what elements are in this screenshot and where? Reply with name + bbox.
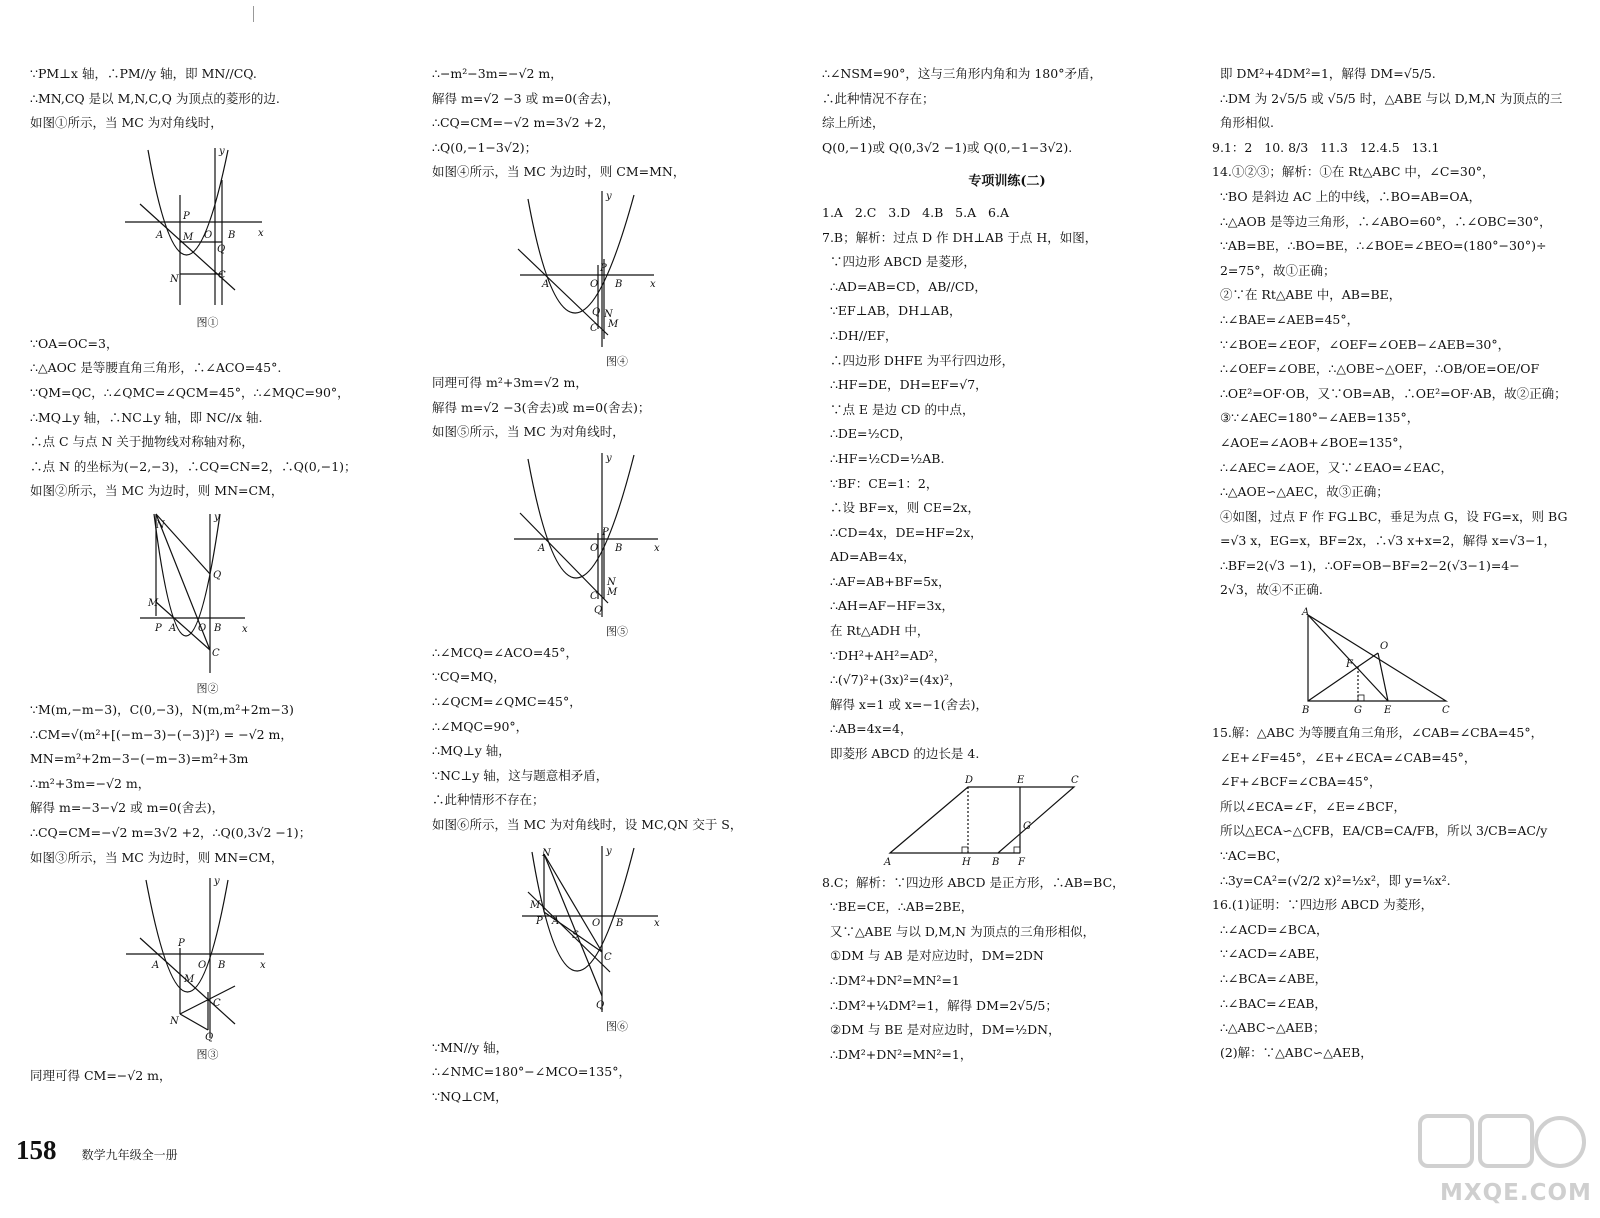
label-O: O [1380,641,1389,653]
text-line: ∴∠NSM=90°，这与三角形内角和为 180°矛盾， [822,66,1102,81]
label-M: M [608,318,619,330]
text-line: ∵NQ⊥CM， [432,1088,508,1104]
text-line: ∴∠OEF=∠OBE，∴△OBE∽△OEF，∴OB/OE=OE/OF [1212,361,1540,377]
figure-caption: 图⑤ [606,624,628,638]
text-line: ∵OA=OC=3， [30,335,119,351]
label-A: A [156,229,164,241]
label-C: C [1442,705,1450,717]
text-line: ∴DM²+DN²=MN²=1 [822,973,960,988]
text-line: ∴△ABC∽△AEB； [1212,1020,1326,1036]
label-A: A [152,960,160,972]
label-C: C [218,269,226,281]
text-line: 9.1：2 10. 8/3 11.3 12.4.5 13.1 [1212,139,1440,155]
text-line: ∴△AOE∽△AEC，故③正确； [1212,484,1389,500]
label-x: x [650,278,656,290]
figure-3 [30,874,385,1042]
text-line: ∵M(m,−m−3)，C(0,−3)，N(m,m²+2m−3) [30,701,294,717]
text-line: ∵CQ=MQ， [432,669,506,685]
label-N: N [170,1016,179,1028]
label-x: x [242,623,248,635]
text-line: ∴DE=½CD， [822,426,912,442]
figure-5 [432,449,802,619]
text-line: ∴此种情形不存在； [432,792,545,808]
column-3 [822,62,1192,1067]
text-line: ∴点 C 与点 N 关于抛物线对称轴对称， [30,434,254,450]
text-line: ∵PM⊥x 轴，∴PM//y 轴，即 MN//CQ. [30,66,257,81]
text-line: 如图⑥所示，当 MC 为对角线时，设 MC,QN 交于 S， [432,816,743,832]
text-line: ∴∠BAE=∠AEB=45°， [1212,311,1360,327]
label-H: H [962,856,971,867]
text-line: ∴设 BF=x，则 CE=2x， [822,500,980,516]
text-line: ∴CD=4x，DE=HF=2x， [822,524,983,540]
text-line: 解得 m=√2 −3 或 m=0(舍去)， [432,90,620,106]
column-4 [1212,62,1582,1065]
text-line: ∴∠NMC=180°−∠MCO=135°， [432,1064,631,1080]
label-Q: Q [217,243,226,255]
label-O: O [590,278,599,290]
label-A: A [552,915,560,927]
text-line: ∴Q(0,−1−3√2)； [432,139,538,155]
text-line: ∠E+∠F=45°，∠E+∠ECA=∠CAB=45°， [1212,749,1477,765]
text-line: ∵BF：CE=1：2， [822,475,939,491]
text-line: ∴∠BAC=∠EAB， [1212,995,1327,1011]
label-B: B [992,856,1000,867]
text-line: 同理可得 m²+3m=√2 m， [432,374,588,390]
text-line: ∴△AOB 是等边三角形，∴∠ABO=60°，∴∠OBC=30°， [1212,213,1552,229]
text-line: 如图⑤所示，当 MC 为对角线时， [432,424,625,440]
label-C: C [604,951,612,963]
text-line: ③∵∠AEC=180°−∠AEB=135°， [1212,410,1420,426]
text-line: ∵BO 是斜边 AC 上的中线，∴BO=AB=OA， [1212,188,1482,204]
text-line: ∴此种情况不存在； [822,90,935,106]
label-N: N [542,847,551,859]
text-line: ∴DM²+¼DM²=1，解得 DM=2√5/5； [822,997,1058,1013]
text-line: ∵NC⊥y 轴，这与题意相矛盾， [432,767,609,783]
text-line: 所以△ECA∽△CFB，EA/CB=CA/FB，所以 3/CB=AC/y [1212,823,1548,839]
label-B: B [228,229,236,241]
label-B: B [218,960,226,972]
text-line: Q(0,−1)或 Q(0,3√2 −1)或 Q(0,−1−3√2). [822,139,1073,155]
figure-caption: 图⑥ [606,1019,628,1033]
text-line: ∴MQ⊥y 轴，∴NC⊥y 轴，即 NC//x 轴. [30,409,263,425]
label-O: O [198,960,207,972]
label-P: P [600,262,607,274]
label-N: N [170,273,179,285]
label-M: M [607,586,618,598]
column-1 [30,62,385,1089]
text-line: AD=AB=4x， [822,549,916,565]
text-line: ∴CQ=CM=−√2 m=3√2 +2，∴Q(0,3√2 −1)； [30,824,312,840]
text-line: ∴DM 为 2√5/5 或 √5/5 时，△ABE 与以 D,M,N 为顶点的三 [1212,90,1563,106]
label-y: y [214,876,220,888]
page-footer [16,1135,178,1166]
text-line: ∴∠ACD=∠BCA， [1212,921,1329,937]
book-title: 数学九年级全一册 [81,1148,178,1162]
text-line: 如图④所示，当 MC 为边时，则 CM=MN， [432,164,686,180]
text-line: 角形相似. [1212,115,1274,131]
page-number: 158 [16,1135,57,1165]
text-line: ∵AB=BE，∴BO=BE，∴∠BOE=∠BEO=(180°−30°)÷ [1212,238,1547,254]
label-N: N [156,519,165,531]
label-A: A [1302,607,1310,619]
label-B: B [1302,705,1310,717]
text-line: ∴∠MCQ=∠ACO=45°， [432,644,578,660]
label-G: G [1354,705,1362,717]
label-A: A [538,542,546,554]
text-line: 1.A 2.C 3.D 4.B 5.A 6.A [822,204,1010,220]
label-P: P [178,938,185,950]
figure-1 [30,140,385,310]
text-line: ∵DH²+AH²=AD²， [822,647,947,663]
text-line: 解得 m=−3−√2 或 m=0(舍去)， [30,800,225,816]
text-line: ∵∠ACD=∠ABE， [1212,946,1328,962]
label-P: P [155,622,162,634]
text-line: 8.C；解析：∵四边形 ABCD 是正方形，∴AB=BC， [822,874,1125,890]
triangle-figure [1212,607,1582,717]
figure-caption: 图② [196,681,219,695]
text-line: ∴∠QCM=∠QMC=45°， [432,693,582,709]
text-line: ∴MN,CQ 是以 M,N,C,Q 为顶点的菱形的边. [30,90,280,106]
text-line: (2)解：∵△ABC∽△AEB， [1212,1044,1373,1060]
label-A: A [884,856,892,867]
text-line: 7.B；解析：过点 D 作 DH⊥AB 于点 H，如图， [822,229,1098,245]
text-line: ∠AOE=∠AOB+∠BOE=135°， [1212,434,1412,450]
text-line: ∵∠BOE=∠EOF，∠OEF=∠OEB−∠AEB=30°， [1212,336,1511,352]
label-B: B [214,622,222,634]
text-line: ∴m²+3m=−√2 m， [30,775,151,791]
label-D: D [965,774,974,786]
label-B: B [615,278,623,290]
text-line: 即 DM²+4DM²=1，解得 DM=√5/5. [1212,66,1436,81]
text-line: 如图③所示，当 MC 为边时，则 MN=CM， [30,849,284,865]
label-x: x [258,227,264,239]
column-2 [432,62,802,1109]
text-line: MN=m²+2m−3−(−m−3)=m²+3m [30,751,249,767]
label-Q: Q [594,604,603,616]
text-line: 又∵△ABE 与以 D,M,N 为顶点的三角形相似， [822,923,1096,939]
text-line: 在 Rt△ADH 中， [822,623,930,639]
text-line: ∴−m²−3m=−√2 m， [432,66,563,81]
text-line: ∴3y=CA²=(√2/2 x)²=½x²，即 y=⅙x². [1212,872,1451,888]
text-line: ∴AD=AB=CD，AB//CD， [822,278,987,294]
text-line: ∠F+∠BCF=∠CBA=45°， [1212,774,1382,790]
text-line: ①DM 与 AB 是对应边时，DM=2DN [822,948,1044,964]
text-line: ②DM 与 BE 是对应边时，DM=½DN， [822,1022,1061,1038]
text-line: ∴∠BCA=∠ABE， [1212,971,1328,986]
text-line: ∴四边形 DHFE 为平行四边形， [822,352,1015,368]
text-line: ∵BE=CE，∴AB=2BE， [822,899,974,915]
text-line: ∴AH=AF−HF=3x， [822,598,955,614]
text-line: ∴∠MQC=90°， [432,718,529,734]
label-G: G [1023,820,1031,832]
label-P: P [602,526,609,538]
label-x: x [654,542,660,554]
label-Q: Q [596,999,605,1011]
label-C: C [1071,774,1079,786]
text-line: 解得 x=1 或 x=−1(舍去)， [822,696,989,712]
label-M: M [184,974,195,986]
label-M: M [183,231,194,243]
label-P: P [183,210,190,222]
text-line: ∵点 E 是边 CD 的中点， [822,401,975,417]
text-line: ∴∠AEC=∠AOE，又∵∠EAO=∠EAC， [1212,459,1453,475]
text-line: ∴HF=½CD=½AB. [822,450,945,466]
label-E: E [1017,774,1025,786]
text-line: ∴DH//EF， [822,327,898,343]
text-line: ∴AF=AB+BF=5x， [822,573,951,589]
section-heading: 专项训练(二) [968,174,1046,190]
figure-caption: 图① [196,315,219,329]
text-line: =√3 x，EG=x，BF=2x，∴√3 x+x=2，解得 x=√3−1， [1212,533,1557,549]
text-line: ②∵在 Rt△ABE 中，AB=BE， [1212,287,1402,303]
label-B: B [616,917,624,929]
figure-caption: 图④ [606,354,628,368]
figure-caption: 图③ [196,1048,219,1062]
text-line: 综上所述， [822,115,885,131]
figure-6 [432,842,802,1014]
label-Q: Q [213,569,222,581]
text-line: ∴CM=√(m²+[(−m−3)−(−3)]²) = −√2 m， [30,726,293,742]
label-C: C [590,322,598,334]
label-Q: Q [205,1032,214,1043]
text-line: 解得 m=√2 −3(舍去)或 m=0(舍去)； [432,399,651,415]
label-F: F [1018,856,1025,867]
text-line: ∵MN//y 轴， [432,1039,509,1055]
label-M: M [530,899,541,911]
text-line: 16.(1)证明：∵四边形 ABCD 为菱形， [1212,897,1434,913]
label-C: C [212,647,220,659]
label-Q: Q [592,306,601,318]
label-O: O [198,622,207,634]
text-line: 2=75°，故①正确； [1212,262,1336,278]
text-line: ∵四边形 ABCD 是菱形， [822,254,976,270]
label-N: N [604,308,613,320]
label-F: F [1346,659,1353,671]
text-line: ∴(√7)²+(3x)²=(4x)²， [822,672,962,688]
text-line: ∴BF=2(√3 −1)，∴OF=OB−BF=2−2(√3−1)=4− [1212,557,1520,573]
label-y: y [606,845,612,857]
label-A: A [169,622,177,634]
label-O: O [590,542,599,554]
label-E: E [1384,705,1392,717]
label-S: S [572,929,579,941]
label-y: y [606,452,612,464]
text-line: 14.①②③；解析：①在 Rt△ABC 中，∠C=30°， [1212,164,1495,180]
text-line: ∵AC=BC， [1212,848,1289,864]
label-C: C [213,998,221,1010]
text-line: ∵QM=QC，∴∠QMC=∠QCM=45°，∴∠MQC=90°， [30,384,350,400]
label-x: x [260,960,266,972]
text-line: 15.解：△ABC 为等腰直角三角形，∠CAB=∠CBA=45°， [1212,725,1544,741]
label-P: P [536,915,543,927]
label-M: M [148,597,159,609]
text-line: ∴△AOC 是等腰直角三角形，∴∠ACO=45°. [30,360,282,376]
figure-4 [432,189,802,349]
text-line: 2√3，故④不正确. [1212,582,1323,598]
text-line: 如图①所示，当 MC 为对角线时， [30,115,223,131]
text-line: ∴点 N 的坐标为(−2,−3)，∴CQ=CN=2，∴Q(0,−1)； [30,458,357,474]
label-x: x [654,917,660,929]
text-line: 即菱形 ABCD 的边长是 4. [822,746,980,762]
label-C: C [590,590,598,602]
text-line: ∴MQ⊥y 轴， [432,743,511,759]
text-line: ∵EF⊥AB，DH⊥AB， [822,303,962,319]
label-y: y [606,190,612,202]
label-O: O [592,917,601,929]
label-y: y [219,145,225,157]
watermark-text: MXQE.COM [1440,1180,1592,1206]
label-B: B [615,542,623,554]
text-line: ∴HF=DE，DH=EF=√7， [822,377,988,393]
text-line: ④如图，过点 F 作 FG⊥BC，垂足为点 G，设 FG=x，则 BG [1212,508,1568,524]
label-N: N [607,576,616,588]
text-line: ∴DM²+DN²=MN²=1， [822,1046,973,1062]
text-line: 同理可得 CM=−√2 m， [30,1068,172,1084]
label-y: y [214,511,220,523]
figure-2 [30,508,385,676]
crop-mark [253,6,254,22]
text-line: 所以∠ECA=∠F，∠E=∠BCF， [1212,798,1406,814]
text-line: 如图②所示，当 MC 为边时，则 MN=CM， [30,483,284,499]
label-A: A [542,278,550,290]
text-line: ∴AB=4x=4， [822,721,913,737]
text-line: ∴CQ=CM=−√2 m=3√2 +2， [432,115,615,131]
parallelogram-figure [822,771,1192,867]
text-line: ∴OE²=OF·OB，又∵OB=AB，∴OE²=OF·AB，故②正确； [1212,385,1567,401]
label-O: O [204,229,213,241]
